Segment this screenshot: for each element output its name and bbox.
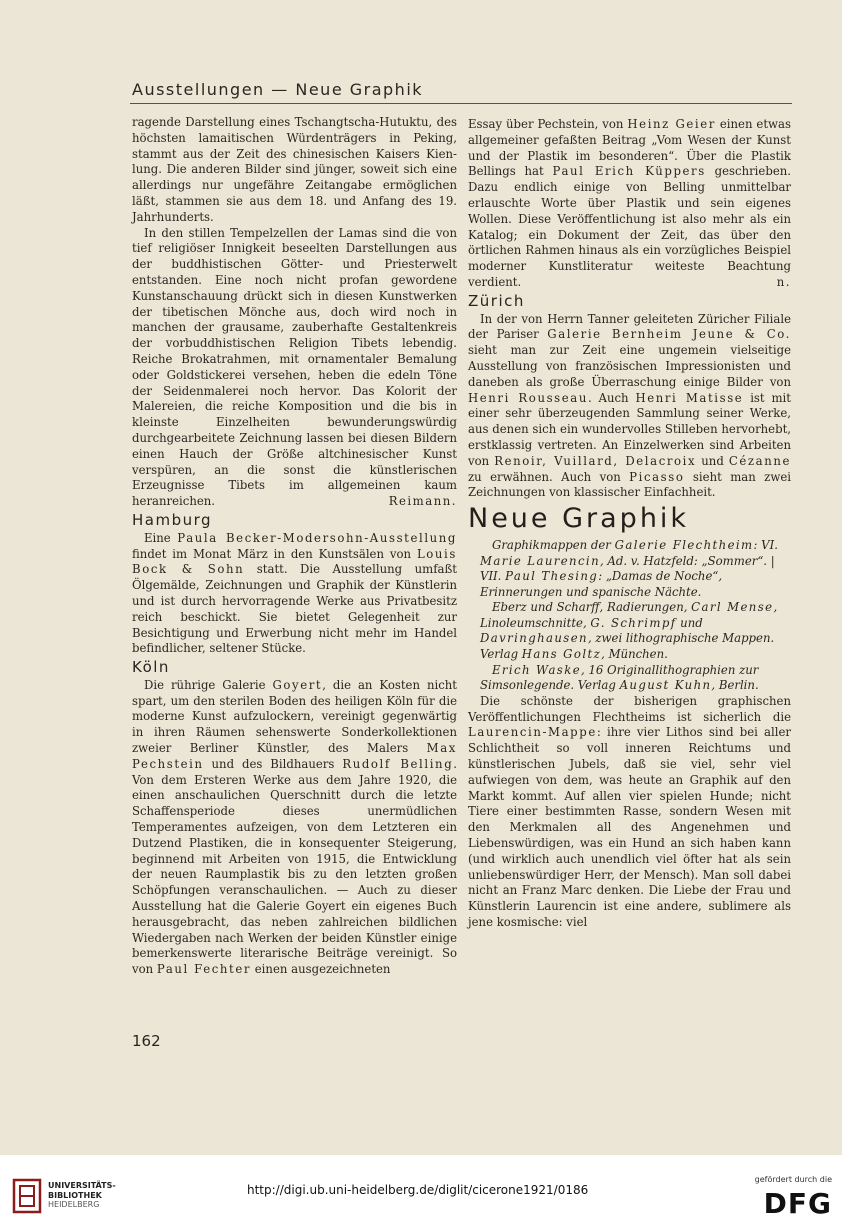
bibliography-entry	[468, 538, 791, 600]
spaced-name: G. Schrimpf	[590, 615, 677, 630]
text-run: , Ad. v. Hatzfeld: „Sommer“. | VII.	[480, 553, 775, 584]
text-run: und	[696, 453, 729, 468]
spaced-name: Henri Rousseau	[468, 390, 588, 405]
text-run: einen etwas allgemeiner gefaßten Beitrag „Vom Wesen der Kunst und der Plastik im besonderen“. Über die Plastik Bellings hat	[468, 117, 792, 179]
spaced-name: Galerie Bernheim Jeune & Co.	[547, 327, 791, 342]
paragraph	[468, 312, 791, 502]
text-run: und	[676, 615, 703, 630]
spaced-name: Goyert	[272, 677, 323, 692]
right-column	[468, 117, 791, 931]
text-run: Essay über Pechstein, von	[468, 117, 628, 131]
spaced-name: Paula Becker-Modersohn-Ausstellung	[177, 530, 457, 545]
digitization-footer	[0, 1155, 842, 1227]
text-run: In der von Herrn Tanner geleiteten Züricher Filiale der Pariser	[468, 311, 791, 342]
running-title: Ausstellungen — Neue Graphik	[132, 80, 424, 99]
section-heading-neue-graphik: Neue Graphik	[468, 503, 690, 535]
spaced-name: Max Pechstein	[132, 741, 457, 771]
text-run: ist mit einer sehr überzeugenden Sammlung seiner Werke, aus denen sich ein wundervolles Stilleben hervorhebt, erstklassig vertreten. An Einzelwerken sind Arbeiten von	[468, 390, 791, 468]
text-run: : ihre vier Lithos sind bei aller Schlichtheit so voll inneren Reichtums und künstlerischen Jubels, daß sie viel, sehr viel aufwiegen von dem, was heute an Graphik auf den Markt kommt. Auf allen vier spielen Hunde; nicht Tiere einer bestimmten Rasse, sondern Wesen mit den Merkmalen all des Angenehmen und Liebenswürdigen, was ein Hund an sich haben kann (und wirklich auch unendlich viel öfter hat als sein unliebenswürdiger Herr, der Mensch). Man soll dabei nicht an Franz Marc denken. Die Liebe der Frau und Künstlerin Laurencin ist eine andere, sublimere als jene kosmische: viel	[468, 725, 791, 930]
text-run: Eberz und Scharff, Radierungen,	[492, 600, 692, 615]
spaced-name: Heinz Geier	[627, 117, 716, 131]
spaced-name: Renoir, Vuillard, Delacroix	[494, 453, 697, 468]
text-run: geschrieben. Dazu endlich einige von Belling unmittelbar erlauschte Worte über Plastik und sein eigenes Wollen. Diese Veröffentlichung ist also mehr als ein Katalog; ein Dokument der Zeit, das über den örtlichen Rahmen hinaus als ein vorzügliches Beispiel moderner Kunstliteratur weiteste Beachtung verdient.	[468, 164, 791, 289]
text-run: Graphikmappen der	[492, 537, 615, 552]
paragraph	[468, 694, 791, 931]
paragraph	[132, 531, 457, 657]
library-name-line: UNIVERSITÄTS-	[48, 1181, 116, 1190]
spaced-name: Henri Matisse	[635, 390, 744, 405]
paragraph	[132, 226, 457, 510]
bibliography-entry	[468, 600, 791, 662]
author-signature: Reimann.	[388, 494, 457, 509]
text-run: : VI.	[753, 537, 778, 552]
text-run: , München.	[601, 647, 668, 662]
text-run: Die schönste der bisherigen graphischen Veröffentlichungen Flechtheims ist sicherlich die	[468, 693, 791, 724]
text-run: . Von dem Ersteren Werke aus dem Jahre 1920, die einen anschaulichen Querschnitt durch die letzte Schaffensperiode dieses unermüdlichen Temperamentes aufzeigen, von dem Letzteren ein Dutzend Plastiken, die in konsequenter Steigerung, beginnend mit Arbeiten von 1915, die Entwicklung der neuen Raumplastik bis zu den letzten großen Schöpfungen veranschaulichen. — Auch zu dieser Ausstellung hat die Galerie Goyert ein eigenes Buch herausgebracht, das neben zahlreichen bildlichen Wiedergaben nach Werken der beiden Künstler einige bemerkenswerte literarische Beiträge vereinigt. So von	[132, 756, 457, 977]
spaced-name: Hans Goltz	[521, 647, 602, 662]
text-run: . Auch	[587, 390, 636, 405]
spaced-name: Erich Waske	[492, 662, 582, 677]
text-run: : „Damas de Noche“, Erinnerungen und spanische Nächte.	[480, 569, 723, 599]
source-url-link[interactable]: http://digi.ub.uni-heidelberg.de/diglit/cicerone1921/0186	[247, 1183, 589, 1197]
spaced-name: Picasso	[629, 469, 685, 484]
spaced-name: August Kuhn	[619, 678, 712, 693]
text-run: zu erwähnen. Auch von	[468, 469, 630, 484]
header-rule	[130, 103, 792, 104]
text-run: einen ausgezeichneten	[251, 962, 391, 977]
text-run: , Linoleumschnitte,	[480, 600, 778, 630]
paragraph-text: In den stillen Tempelzellen der Lamas sind die von tief religiöser Innigkeit beseelten Darstellungen aus der buddhistischen Götter- und Priesterwelt entstanden. Eine noch nicht profan gewordene Kunstanschauung drückt sich in diesen Kunstwerken der tibetischen Mönche aus, doch wird noch in manchen der grausame, zauberhafte Gestaltenkreis der vorbuddhistischen Religion Tibets lebendig. Reiche Brokatrahmen, mit ornamentaler Bemalung oder Goldstickerei versehen, heben die edeln Töne der Seidenmalerei noch hervor. Das Kolorit der Malereien, die reiche Komposition und die bis in kleinste Einzelheiten bewunderungswürdig durchgearbeitete Zeichnung lassen bei diesen Bildern einen Hauch der Größe altchinesischer Kunst verspüren, an die sonst die künstlerischen Erzeugnisse Tibets im allgemeinen kaum heranreichen.	[132, 225, 457, 509]
spaced-name: Davringhausen	[480, 631, 588, 646]
university-library-logo-icon	[12, 1178, 42, 1214]
paragraph	[468, 117, 791, 291]
text-run: sieht man zwei Zeichnungen von klassischer Einfachheit.	[468, 469, 791, 500]
library-name-line: BIBLIOTHEK	[48, 1190, 102, 1200]
paragraph: ragende Darstellung eines Tschangtscha-Hutuktu, des höchsten lamaitischen Würdenträgers in Peking, stammt aus der Zeit des chinesischen Kaisers Kien-lung. Die anderen Bilder sind jünger, soweit sich eine allerdings nur ungefähre Zeitangabe ermöglichen läßt, stammen sie aus dem 18. und Anfang des 19. Jahrhunderts.	[132, 115, 457, 224]
spaced-name: Paul Fechter	[156, 962, 252, 977]
text-run: und des Bildhauers	[203, 756, 343, 771]
text-run: , 16 Originallithographien zur Simsonlegende. Verlag	[480, 662, 759, 693]
text-run: Die rührige Galerie	[144, 677, 273, 692]
spaced-name: Rudolf Belling	[342, 756, 454, 771]
section-heading-koeln: Köln	[132, 658, 170, 677]
funded-by-label: gefördert durch die	[754, 1175, 832, 1184]
text-run: Eine	[144, 530, 178, 545]
text-run: , Berlin.	[711, 678, 759, 693]
section-heading-hamburg: Hamburg	[132, 510, 213, 529]
spaced-name: Carl Mense	[691, 600, 774, 615]
dfg-logo: DFG	[763, 1187, 832, 1220]
page-number: 162	[132, 1032, 161, 1050]
paragraph	[132, 678, 457, 978]
text-run: , die an Kosten nicht spart, um den sterilen Boden des heiligen Köln für die moderne Kunst aufzulockern, vereinigt gegenwärtig in ihren Räumen sehenswerte Sonderkollektionen zweier Berliner Künstler, des Malers	[132, 677, 457, 756]
spaced-name: Marie Laurencin	[480, 553, 600, 568]
library-name-line: HEIDELBERG	[48, 1200, 100, 1209]
spaced-name: Galerie Flechtheim	[614, 537, 754, 552]
text-run: sieht man zur Zeit eine ungemein vielseitige Ausstellung von französischen Impressionisten und daneben als große Überraschung einige Bilder von	[468, 343, 791, 389]
text-run: findet im Monat März in den Kunstsälen von	[132, 546, 417, 561]
text-run: statt. Die Ausstellung umfaßt Ölgemälde, Zeichnungen und Graphik der Künstlerin und ist durch hervorragende Werke aus Privatbesitz reich beschickt. Sie bietet Gelegenheit zur Besichtigung und Erwerbung nicht mehr im Handel befindlicher, seltener Stücke.	[132, 562, 457, 656]
spaced-name: Paul Erich Küppers	[552, 164, 706, 179]
spaced-name: Paul Thesing	[505, 569, 599, 584]
bibliography-entry	[468, 663, 791, 694]
spaced-name: Laurencin-Mappe	[468, 725, 597, 740]
spaced-name: Cézanne	[728, 453, 791, 468]
library-name	[48, 1181, 116, 1210]
left-column	[132, 115, 457, 978]
spaced-name: Louis Bock & Sohn	[132, 546, 457, 577]
author-signature: n.	[776, 274, 791, 289]
text-run: , zwei lithographische Mappen. Verlag	[480, 631, 775, 662]
section-heading-zuerich: Zürich	[468, 291, 525, 310]
